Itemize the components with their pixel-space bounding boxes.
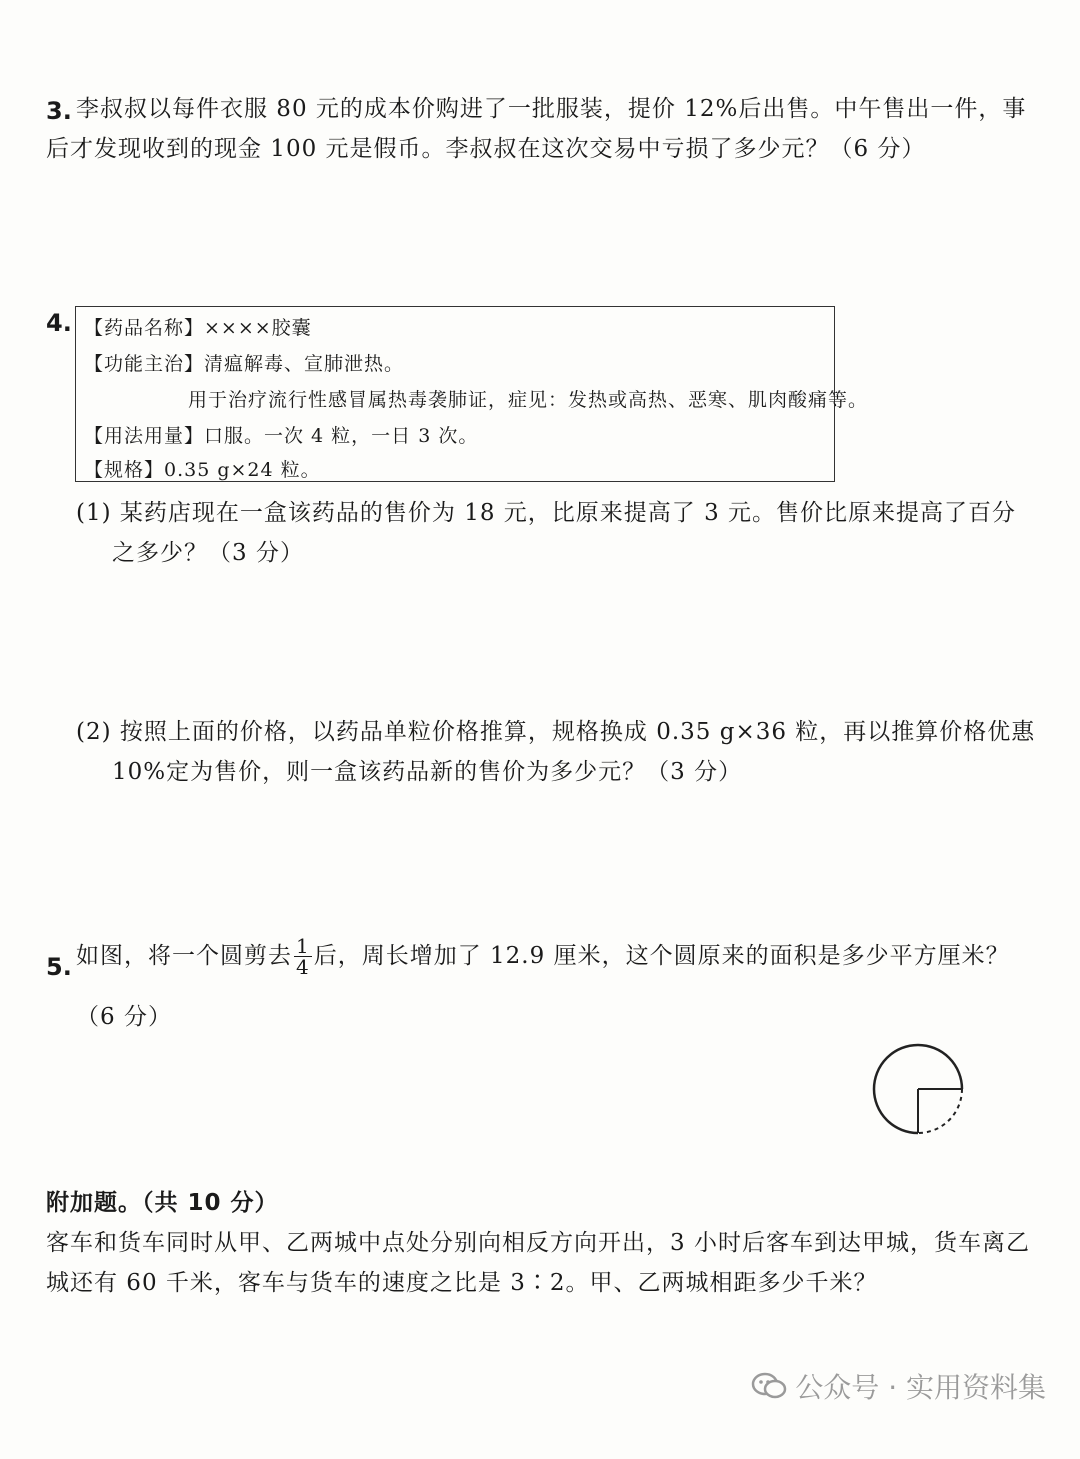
q3-text-line2: 后才发现收到的现金 100 元是假币。李叔叔在这次交易中亏损了多少元？（6 分）	[46, 136, 926, 162]
medicine-spec: 【规格】0.35 g×24 粒。	[84, 459, 321, 481]
bonus-text-line2: 城还有 60 千米，客车与货车的速度之比是 3∶2。甲、乙两城相距多少千米？	[46, 1270, 878, 1296]
bonus-text-line1: 客车和货车同时从甲、乙两城中点处分别向相反方向开出，3 小时后客车到达甲城，货车离乙	[46, 1230, 1030, 1256]
medicine-name: 【药品名称】××××胶囊	[84, 317, 312, 339]
circle-upper-arc	[918, 1045, 962, 1089]
medicine-function: 【功能主治】清瘟解毒、宣肺泄热。	[84, 353, 405, 375]
q5-points: （6 分）	[76, 1004, 172, 1030]
q5-text-post: 后，周长增加了 12.9 厘米，这个圆原来的面积是多少平方厘米？	[313, 942, 1010, 969]
cut-quarter-dashed-arc	[918, 1089, 962, 1133]
wechat-icon	[751, 1371, 787, 1401]
q4-sub2-line2: 10%定为售价，则一盒该药品新的售价为多少元？（3 分）	[112, 759, 743, 785]
medicine-dosage: 【用法用量】口服。一次 4 粒，一日 3 次。	[84, 425, 479, 447]
medicine-indication: 用于治疗流行性感冒属热毒袭肺证，症见：发热或高热、恶寒、肌肉酸痛等。	[188, 389, 869, 411]
q4-number: 4.	[46, 309, 72, 337]
watermark-text: 公众号 · 实用资料集	[795, 1371, 1046, 1404]
q5-fraction	[294, 936, 312, 977]
q5-fraction-numerator: 1	[296, 934, 310, 958]
q3-text-line1: 李叔叔以每件衣服 80 元的成本价购进了一批服装，提价 12%后出售。中午售出一件，事	[76, 96, 1027, 122]
medicine-label-box	[75, 306, 869, 482]
circle-remaining-arc	[874, 1045, 918, 1133]
q4-sub1-line1: (1) 某药店现在一盒该药品的售价为 18 元，比原来提高了 3 元。售价比原来提高了百分	[76, 500, 1017, 526]
q5-number: 5.	[46, 953, 72, 981]
q3-number: 3.	[46, 97, 72, 125]
bonus-title: 附加题。（共 10 分）	[46, 1190, 279, 1216]
wechat-watermark	[751, 1366, 1046, 1406]
q4-sub2-line1: (2) 按照上面的价格，以药品单粒价格推算，规格换成 0.35 g×36 粒，再以推算价格优惠	[76, 719, 1036, 745]
q5-text-line1	[76, 936, 1010, 977]
q5-fraction-denominator: 4	[296, 955, 310, 979]
circle-quarter-cut-figure	[868, 1040, 968, 1140]
q5-text-pre: 如图，将一个圆剪去	[76, 942, 292, 969]
q4-sub1-line2: 之多少？（3 分）	[112, 540, 304, 566]
